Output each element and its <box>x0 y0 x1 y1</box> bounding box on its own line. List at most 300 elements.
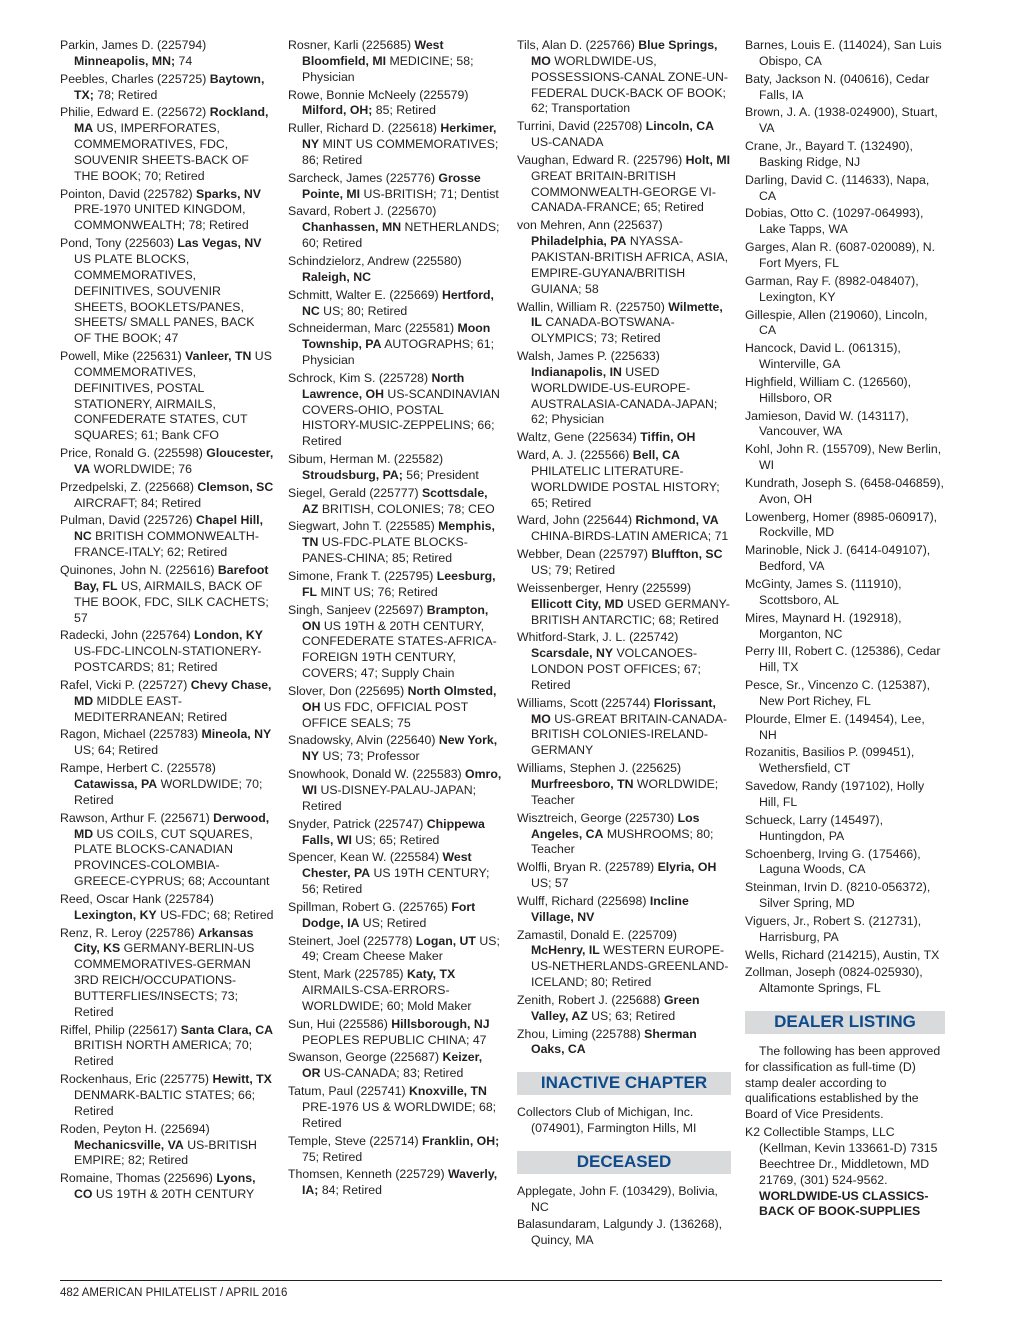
member-details: BRITISH, COLONIES; 78; CEO <box>318 501 495 516</box>
member-name: Gillespie, Allen (219060), Lincoln, CA <box>745 307 928 338</box>
member-details: MIDDLE EAST-MEDITERRANEAN; Retired <box>74 693 228 724</box>
member-details: CHINA-BIRDS-LATIN AMERICA; 71 <box>531 529 729 544</box>
member-location: Catawissa, PA <box>74 776 158 791</box>
member-details: BRITISH NORTH AMERICA; 70; Retired <box>74 1038 253 1069</box>
new-member-entry <box>60 678 274 726</box>
member-details: PEOPLES REPUBLIC CHINA; 47 <box>302 1032 487 1047</box>
member-name: Snowhook, Donald W. (225583) <box>288 767 466 782</box>
deceased-entry <box>745 779 945 811</box>
member-name: Zhou, Liming (225788) <box>517 1026 645 1041</box>
new-member-entry <box>517 811 731 859</box>
member-name: Applegate, John F. (103429), Bolivia, NC <box>517 1183 718 1214</box>
member-details: GERMANY-BERLIN-US COMMEMORATIVES-GERMAN 3RD REICH/OCCUPATIONS-BUTTERFLIES/INSECTS; 73; Retired <box>74 941 255 1019</box>
member-name: Steinman, Irvin D. (8210-056372), Silver Spring, MD <box>745 880 931 911</box>
member-location: Chanhassen, MN <box>302 220 402 235</box>
member-details: WESTERN EUROPE-US-NETHERLANDS-GREENLAND-ICELAND; 80; Retired <box>531 943 729 990</box>
member-name: Vaughan, Edward R. (225796) <box>517 152 686 167</box>
new-member-entry <box>60 38 274 70</box>
deceased-entry <box>745 476 945 508</box>
member-location: Tiffin, OH <box>640 430 696 445</box>
deceased-list <box>517 1184 731 1249</box>
member-name: Balasundaram, Lalgundy J. (136268), Quincy, MA <box>517 1217 723 1248</box>
member-location: Holt, MI <box>685 152 731 167</box>
member-location: Franklin, OH; <box>421 1133 500 1148</box>
member-location: Santa Clara, CA <box>180 1022 274 1037</box>
member-name: Rafel, Vicki P. (225727) <box>60 677 191 692</box>
member-name: Savedow, Randy (197102), Holly Hill, FL <box>745 779 925 809</box>
member-name: Przedpelski, Z. (225668) <box>60 479 198 494</box>
deceased-entry <box>745 341 945 373</box>
member-name: Quinones, John N. (225616) <box>60 563 218 577</box>
member-name: Schoenberg, Irving G. (175466), Laguna Woods, CA <box>745 846 921 877</box>
deceased-entry <box>745 577 945 609</box>
new-member-entry <box>60 926 274 1021</box>
member-details: BRITISH COMMONWEALTH-FRANCE-ITALY; 62; Retired <box>74 529 259 560</box>
member-name: Snyder, Patrick (225747) <box>288 816 427 831</box>
member-name: Weissenberger, Henry (225599) <box>517 580 692 595</box>
member-name: Singh, Sanjeev (225697) <box>288 602 427 617</box>
member-name: Viguers, Jr., Robert S. (212731), Harrisburg, PA <box>745 913 922 944</box>
deceased-entry <box>745 375 945 407</box>
member-name: Radecki, John (225764) <box>60 628 194 643</box>
member-details: PRE-1976 US & WORLDWIDE; 68; Retired <box>302 1100 497 1130</box>
member-name: Garges, Alan R. (6087-020089), N. Fort Myers, FL <box>745 240 936 270</box>
member-name: Zamastil, Donald E. (225709) <box>517 927 677 942</box>
member-name: Simone, Frank T. (225795) <box>288 569 437 583</box>
member-name: Plourde, Elmer E. (149454), Lee, NH <box>745 711 925 742</box>
member-location: New York, NY <box>302 733 498 764</box>
new-member-entry <box>288 1134 502 1166</box>
dealer-entry-text: K2 Collectible Stamps, LLC (Kellman, Kevin 133661-D) 7315 Beechtree Dr., Middletown, MD 21769, (301) 524-9562. <box>745 1125 938 1187</box>
new-member-entry <box>517 993 731 1025</box>
member-details: 84; Retired <box>318 1183 382 1198</box>
member-name: Marinoble, Nick J. (6414-049107), Bedford, VA <box>745 543 931 574</box>
deceased-entry <box>745 644 945 676</box>
member-details: AUTOGRAPHS; 61; Physician <box>302 337 495 368</box>
member-location: London, KY <box>193 628 263 643</box>
member-location: Minneapolis, MN; <box>74 53 176 68</box>
member-location: Lincoln, CA <box>645 119 715 134</box>
member-details: MUSHROOMS; 80; Teacher <box>531 826 714 857</box>
deceased-entry <box>745 965 945 997</box>
member-name: Steinert, Joel (225778) <box>288 933 416 948</box>
deceased-entry <box>745 813 945 845</box>
member-details: US-FDC-LINCOLN-STATIONERY-POSTCARDS; 81; Retired <box>74 644 262 675</box>
member-location: Moon Township, PA <box>302 321 491 352</box>
member-name: Riffel, Philip (225617) <box>60 1022 181 1037</box>
new-member-entry <box>517 38 731 117</box>
deceased-entry <box>745 173 945 205</box>
inactive-chapter-heading: INACTIVE CHAPTER <box>517 1072 731 1095</box>
new-member-entry <box>517 153 731 216</box>
member-location: Lexington, KY <box>74 907 157 922</box>
new-member-entry <box>60 1122 274 1170</box>
member-name: Siegwart, John T. (225585) <box>288 519 439 534</box>
member-details: MINT US; 76; Retired <box>317 584 438 599</box>
new-member-entry <box>288 967 502 1015</box>
new-member-entry <box>517 430 731 446</box>
dealer-entry-specialty: WORLDWIDE-US CLASSICS-BACK OF BOOK-SUPPLIES <box>759 1188 929 1219</box>
member-name: Garman, Ray F. (8982-048407), Lexington, KY <box>745 273 919 304</box>
member-name: Brown, J. A. (1938-024900), Stuart, VA <box>745 105 938 136</box>
new-member-entry <box>60 187 274 235</box>
member-name: Whitford-Stark, J. L. (225742) <box>517 630 679 645</box>
member-name: Peebles, Charles (225725) <box>60 71 210 86</box>
member-location: North Lawrence, OH <box>302 370 465 401</box>
member-name: Sibum, Herman M. (225582) <box>288 452 444 467</box>
new-member-entry <box>288 900 502 932</box>
member-name: Hancock, David L. (061315), Winterville, GA <box>745 341 901 372</box>
column-4 <box>745 38 945 1222</box>
member-details: GREAT BRITAIN-BRITISH COMMONWEALTH-GEORGE VI-CANADA-FRANCE; 65; Retired <box>531 168 716 215</box>
new-member-entry <box>517 448 731 511</box>
new-member-entry <box>517 860 731 892</box>
member-location: Chippewa Falls, WI <box>302 816 485 847</box>
member-details: USED GERMANY-BRITISH ANTARCTIC; 68; Retired <box>531 596 730 627</box>
deceased-entry <box>517 1184 731 1216</box>
new-member-entry <box>60 236 274 347</box>
member-location: Philadelphia, PA <box>531 234 627 249</box>
new-member-entry <box>517 761 731 809</box>
deceased-entry <box>745 847 945 879</box>
member-details: WORLDWIDE; Teacher <box>531 776 719 807</box>
member-location: Murfreesboro, TN <box>531 776 634 791</box>
member-location: Scottsdale, AZ <box>302 485 488 516</box>
member-details: NETHERLANDS; 60; Retired <box>302 220 500 251</box>
member-details: US-SCANDINAVIAN COVERS-OHIO, POSTAL HISTORY-MUSIC-ZEPPELINS; 66; Retired <box>302 386 500 449</box>
member-location: Elyria, OH <box>657 860 717 875</box>
member-name: Dobias, Otto C. (10297-064993), Lake Tapps, WA <box>745 206 924 237</box>
member-name: Williams, Scott (225744) <box>517 695 654 710</box>
member-details: WORLDWIDE-US, POSSESSIONS-CANAL ZONE-UN-FEDERAL DUCK-BACK OF BOOK; 62; Transportation <box>531 53 729 116</box>
member-location: Hillsborough, NJ <box>391 1016 490 1031</box>
member-name: Tils, Alan D. (225766) <box>517 38 639 52</box>
member-details: US, AIRMAILS, BACK OF THE BOOK, FDC, SILK CACHETS; 57 <box>74 578 269 625</box>
member-name: Powell, Mike (225631) <box>60 349 186 364</box>
member-name: Turrini, David (225708) <box>517 119 646 134</box>
member-details: US-FDC; 68; Retired <box>156 907 274 922</box>
member-details: US-BRITISH; 71; Dentist <box>360 186 499 201</box>
member-location: Sherman Oaks, CA <box>531 1026 697 1057</box>
new-member-entry <box>288 254 502 286</box>
deceased-entry <box>745 409 945 441</box>
member-name: Stent, Mark (225785) <box>288 967 407 982</box>
member-name: Lowenberg, Homer (8985-060917), Rockville, MD <box>745 509 938 540</box>
new-member-entry <box>288 569 502 601</box>
member-details: US; 63; Retired <box>587 1008 676 1023</box>
new-member-entry <box>60 1023 274 1071</box>
new-member-entry <box>288 519 502 567</box>
member-name: Pesce, Sr., Vincenzo C. (125387), New Port Richey, FL <box>745 678 931 708</box>
member-name: Kohl, John R. (155709), New Berlin, WI <box>745 442 942 473</box>
member-name: Kundrath, Joseph S. (6458-046859), Avon, OH <box>745 475 944 506</box>
member-name: Rosner, Karli (225685) <box>288 38 415 52</box>
member-details: WORLDWIDE; 70; Retired <box>74 776 263 807</box>
member-details: AIRCRAFT; 84; Retired <box>74 495 202 510</box>
member-name: McGinty, James S. (111910), Scottsboro, AL <box>745 577 902 607</box>
member-location: Katy, TX <box>406 967 456 982</box>
member-location: Richmond, VA <box>635 513 719 528</box>
member-name: Schmitt, Walter E. (225669) <box>288 287 442 302</box>
deceased-entry <box>745 914 945 946</box>
member-location: Leesburg, FL <box>302 569 496 599</box>
member-details: 78; Retired <box>93 87 158 102</box>
member-location: Florissant, MO <box>531 695 716 726</box>
member-name: Collectors Club of Michigan, Inc. (074901), Farmington Hills, MI <box>517 1105 697 1135</box>
member-name: Tatum, Paul (225741) <box>288 1084 409 1099</box>
member-location: Brampton, ON <box>302 602 489 633</box>
member-name: Sarcheck, James (225776) <box>288 170 439 185</box>
member-location: Hertford, NC <box>302 287 494 318</box>
member-location: Keizer, OR <box>302 1050 483 1081</box>
member-name: Swanson, George (225687) <box>288 1050 443 1065</box>
member-location: Wilmette, IL <box>531 299 723 330</box>
member-name: Baty, Jackson N. (040616), Cedar Falls, IA <box>745 71 930 102</box>
member-details: US-CANADA <box>531 135 604 150</box>
new-member-entry <box>288 684 502 732</box>
deceased-entry <box>745 206 945 238</box>
deceased-entry <box>745 308 945 340</box>
column-1 <box>60 38 274 1205</box>
member-name: Sun, Hui (225586) <box>288 1016 392 1031</box>
new-member-entry <box>517 300 731 348</box>
member-location: North Olmsted, OH <box>302 683 497 714</box>
member-name: Barnes, Louis E. (114024), San Luis Obispo, CA <box>745 38 942 68</box>
new-member-entry <box>517 349 731 428</box>
member-location: Bell, CA <box>632 448 680 463</box>
member-name: Crane, Jr., Bayard T. (132490), Basking Ridge, NJ <box>745 139 913 169</box>
deceased-entry <box>745 712 945 744</box>
member-location: Stroudsburg, PA; <box>302 467 403 482</box>
dealer-listing-heading: DEALER LISTING <box>745 1011 945 1034</box>
deceased-entry <box>745 240 945 272</box>
member-name: Rampe, Herbert C. (225578) <box>60 761 216 776</box>
new-member-entry <box>60 761 274 809</box>
member-location: Hewitt, TX <box>212 1072 272 1087</box>
new-member-entry <box>60 892 274 924</box>
member-name: Pond, Tony (225603) <box>60 236 178 251</box>
new-member-entry <box>288 850 502 898</box>
new-member-entry <box>288 817 502 849</box>
member-location: Herkimer, NY <box>302 121 497 152</box>
member-name: Schneiderman, Marc (225581) <box>288 321 458 336</box>
member-name: Spillman, Robert G. (225765) <box>288 899 452 914</box>
deceased-entry <box>745 72 945 104</box>
member-name: Zollman, Joseph (0824-025930), Altamonte Springs, FL <box>745 965 923 996</box>
member-location: Bluffton, SC <box>651 547 723 562</box>
deceased-entry <box>745 543 945 575</box>
member-details: US; 65; Retired <box>351 832 440 847</box>
member-name: Schrock, Kim S. (225728) <box>288 370 432 385</box>
member-name: Reed, Oscar Hank (225784) <box>60 891 214 906</box>
new-member-entry <box>517 630 731 693</box>
member-name: Walsh, James P. (225633) <box>517 349 660 364</box>
member-location: Fort Dodge, IA <box>302 899 476 930</box>
member-name: Romaine, Thomas (225696) <box>60 1171 217 1186</box>
new-member-entry <box>288 1167 502 1199</box>
member-location: Chapel Hill, NC <box>74 513 263 544</box>
member-details: US; 57 <box>531 876 569 891</box>
member-location: Memphis, TN <box>302 519 495 550</box>
member-details: US 19TH & 20TH CENTURY, CONFEDERATE STATES-AFRICA-FOREIGN 19TH CENTURY, COVERS; 47; Supply Chain <box>302 618 497 681</box>
member-name: Waltz, Gene (225634) <box>517 430 641 445</box>
member-details: US-CANADA; 83; Retired <box>320 1066 464 1081</box>
member-details: US; 73; Professor <box>319 749 420 764</box>
member-location: Baytown, TX; <box>74 71 265 102</box>
member-name: Wolfli, Bryan R. (225789) <box>517 860 658 875</box>
new-member-entry <box>288 288 502 320</box>
member-details: US-FDC-PLATE BLOCKS-PANES-CHINA; 85; Retired <box>302 535 468 566</box>
member-location: McHenry, IL <box>531 943 600 958</box>
member-name: Parkin, James D. (225794) <box>60 38 207 52</box>
member-location: Ellicott City, MD <box>531 596 624 611</box>
new-member-entry <box>288 452 502 484</box>
dealer-entry <box>745 1125 945 1220</box>
new-member-entry <box>60 1171 274 1203</box>
deceased-entry <box>745 139 945 171</box>
member-details: US; Retired <box>359 915 427 930</box>
member-name: Pointon, David (225782) <box>60 186 197 201</box>
member-name: Ragon, Michael (225783) <box>60 727 202 742</box>
column-2 <box>288 38 502 1201</box>
member-name: Highfield, William C. (126560), Hillsboro, OR <box>745 374 912 405</box>
new-member-entry <box>60 349 274 444</box>
member-name: Ward, John (225644) <box>517 513 636 528</box>
member-details: 56; President <box>402 467 479 482</box>
member-name: Williams, Stephen J. (225625) <box>517 761 682 776</box>
new-member-entry <box>288 1084 502 1132</box>
new-member-entry <box>288 934 502 966</box>
member-details: PHILATELIC LITERATURE-WORLDWIDE POSTAL HISTORY; 65; Retired <box>531 463 720 510</box>
member-name: Rowe, Bonnie McNeely (225579) <box>288 87 469 102</box>
deceased-entry <box>745 510 945 542</box>
member-details: US; 49; Cream Cheese Maker <box>302 933 500 964</box>
new-member-entry <box>60 563 274 626</box>
member-location: Knoxville, TN <box>409 1084 487 1099</box>
new-member-entry <box>60 811 274 890</box>
member-name: Rozanitis, Basilios P. (099451), Wethersfield, CT <box>745 745 915 776</box>
member-name: Schindzielorz, Andrew (225580) <box>288 253 462 268</box>
member-location: Derwood, MD <box>74 810 270 841</box>
member-location: Mineola, NY <box>201 727 272 742</box>
member-name: Rockenhaus, Eric (225775) <box>60 1072 213 1087</box>
member-location: Green Valley, AZ <box>531 992 700 1023</box>
new-member-entry <box>60 480 274 512</box>
deceased-entry <box>745 948 945 964</box>
new-member-entry <box>288 38 502 86</box>
member-location: Scarsdale, NY <box>531 646 614 661</box>
member-details: MINT US COMMEMORATIVES; 86; Retired <box>302 137 499 167</box>
member-details: US 19TH & 20TH CENTURY <box>92 1187 255 1202</box>
member-details: US PLATE BLOCKS, COMMEMORATIVES, DEFINITIVES, SOUVENIR SHEETS, BOOKLETS/PANES, SHEETS/ SMALL PANES, BACK OF THE BOOK; 47 <box>74 251 255 346</box>
new-member-entry <box>60 727 274 759</box>
member-details: WORLDWIDE; 76 <box>90 461 192 476</box>
member-location: West Chester, PA <box>302 850 472 881</box>
member-details: US-DISNEY-PALAU-JAPAN; Retired <box>302 782 477 813</box>
member-details: US 19TH CENTURY; 56; Retired <box>302 866 490 897</box>
deceased-entry <box>745 38 945 70</box>
new-member-entry <box>517 547 731 579</box>
member-details: DENMARK-BALTIC STATES; 66; Retired <box>74 1088 256 1118</box>
member-location: Los Angeles, CA <box>531 810 700 841</box>
member-name: Webber, Dean (225797) <box>517 547 652 562</box>
new-member-entry <box>60 628 274 676</box>
member-location: Gloucester, VA <box>74 446 274 476</box>
member-location: Sparks, NV <box>196 186 261 201</box>
new-member-entry <box>517 696 731 759</box>
member-name: Wallin, William R. (225750) <box>517 299 669 314</box>
member-location: Milford, OH; <box>302 103 373 118</box>
member-location: Waverly, IA; <box>302 1167 498 1198</box>
member-name: Roden, Peyton H. (225694) <box>60 1121 210 1136</box>
inactive-chapter-list <box>517 1105 731 1137</box>
deceased-entry <box>745 274 945 306</box>
member-name: Snadowsky, Alvin (225640) <box>288 733 439 748</box>
member-details: US; 79; Retired <box>531 563 616 577</box>
new-member-entry <box>288 204 502 252</box>
member-name: Darling, David C. (114633), Napa, CA <box>745 172 930 203</box>
new-member-entry <box>517 1027 731 1059</box>
member-name: Mires, Maynard H. (192918), Morganton, NC <box>745 610 902 641</box>
column-3 <box>517 38 731 1251</box>
member-name: Temple, Steve (225714) <box>288 1133 422 1148</box>
member-location: Lyons, CO <box>74 1171 256 1202</box>
new-member-entry <box>60 72 274 104</box>
new-member-entry <box>288 486 502 518</box>
deceased-entry <box>517 1217 731 1249</box>
member-name: Jamieson, David W. (143117), Vancouver, WA <box>745 408 909 439</box>
member-location: Logan, UT <box>415 933 476 948</box>
member-name: Siegel, Gerald (225777) <box>288 485 422 500</box>
member-list-3 <box>517 38 731 1058</box>
dealer-intro: The following has been approved for classification as full-time (D) stamp dealer according to qualifications established by the Board of Vice Presidents. <box>745 1043 941 1122</box>
member-name: Ruller, Richard D. (225618) <box>288 121 441 136</box>
member-name: Renz, R. Leroy (225786) <box>60 925 199 940</box>
new-member-entry <box>60 513 274 561</box>
member-location: Clemson, SC <box>197 479 274 494</box>
new-member-entry <box>288 321 502 369</box>
new-member-entry <box>288 1050 502 1082</box>
new-member-entry <box>517 513 731 545</box>
deceased-entry <box>745 442 945 474</box>
member-location: Omro, WI <box>302 767 502 797</box>
member-location: Las Vegas, NV <box>177 236 262 251</box>
new-member-entry <box>288 733 502 765</box>
deceased-entry <box>745 745 945 777</box>
member-name: Ward, A. J. (225566) <box>517 448 633 463</box>
member-details: 74 <box>175 53 193 68</box>
member-details: USED WORLDWIDE-US-EUROPE-AUSTRALASIA-CANADA-JAPAN; 62; Physician <box>531 364 718 427</box>
member-name: Rawson, Arthur F. (225671) <box>60 810 214 825</box>
member-name: Schueck, Larry (145497), Huntingdon, PA <box>745 812 884 843</box>
member-name: Zenith, Robert J. (225688) <box>517 992 664 1007</box>
deceased-entry <box>745 678 945 710</box>
inactive-chapter-entry <box>517 1105 731 1137</box>
member-location: Incline Village, NV <box>531 893 689 924</box>
member-name: Philie, Edward E. (225672) <box>60 105 210 120</box>
member-details: VOLCANOES-LONDON POST OFFICES; 67; Retired <box>531 646 701 692</box>
new-member-entry <box>288 371 502 450</box>
deceased-list-continued <box>745 38 945 997</box>
deceased-entry <box>745 880 945 912</box>
new-member-entry <box>60 1072 274 1120</box>
member-location: West Bloomfield, MI <box>302 38 444 68</box>
new-member-entry <box>60 446 274 478</box>
member-location: Raleigh, NC <box>302 269 372 284</box>
new-member-entry <box>517 218 731 297</box>
member-details: US-BRITISH EMPIRE; 82; Retired <box>74 1137 257 1168</box>
new-member-entry <box>60 105 274 184</box>
